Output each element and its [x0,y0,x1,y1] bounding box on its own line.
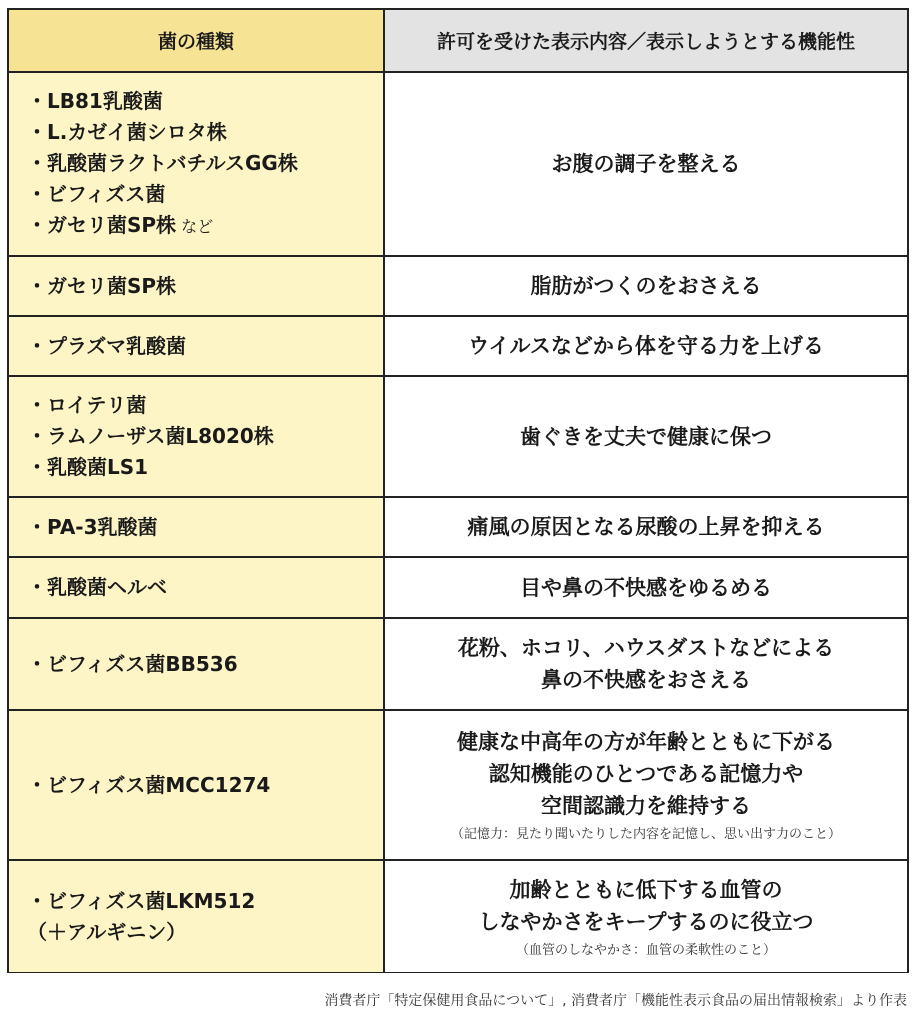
header-col2-label: 許可を受けた表示内容／表示しようとする機能性 [436,31,855,53]
function-text: 痛風の原因となる尿酸の上昇を抑える [467,515,825,539]
table-row [9,375,907,496]
function-note: （記憶力：見たり聞いたりした内容を記憶し、思い出す力のこと） [450,827,841,842]
bacteria-cell [9,619,385,709]
bacteria-cell [9,73,385,255]
function-cell [385,711,907,859]
function-text: ウイルスなどから体を守る力を上げる [468,334,824,358]
functional-claims-table [7,8,909,973]
table-row [9,556,907,617]
source-note: 消費者庁「特定保健用食品について」, 消費者庁「機能性表示食品の届出情報検索」より作表 [324,993,907,1009]
bacteria-cell [9,558,385,617]
bacteria-cell [9,498,385,556]
function-note: （血管のしなやかさ：血管の柔軟性のこと） [515,942,776,958]
function-text: しなやかさをキープするのに役立つ [478,909,814,934]
function-text: 認知機能のひとつである記憶力や [488,762,804,786]
bacteria-name: ・ビフィズス菌MCC1274 [27,772,271,797]
bacteria-name: ・ビフィズス菌 [27,182,166,206]
function-text: 花粉、ホコリ、ハウスダストなどによる [457,636,835,660]
bacteria-cell [9,317,385,375]
function-cell [385,73,907,255]
bacteria-cell [9,257,385,315]
bacteria-name: ・PA-3乳酸菌 [27,514,158,539]
etc-suffix: など [176,217,214,236]
function-text: 加齢とともに低下する血管の [509,877,783,902]
function-text: 歯ぐきを丈夫で健康に保つ [520,424,772,449]
bacteria-name: ・乳酸菌ヘルベ [27,575,167,599]
function-cell [385,377,907,496]
table-row [9,71,907,255]
table-row [9,315,907,375]
bacteria-name: ・ビフィズス菌BB536 [27,651,238,676]
bacteria-name: ・プラズマ乳酸菌 [27,333,186,358]
header-function [385,10,907,71]
bacteria-cell [9,861,385,972]
table-row [9,617,907,709]
bacteria-name: ・ビフィズス菌LKM512 [27,888,256,913]
header-col1-label: 菌の種類 [157,31,234,53]
bacteria-name: ・LB81乳酸菌 [27,89,163,113]
bacteria-name: ・ロイテリ菌 [27,393,147,417]
bacteria-name: （＋アルギニン） [27,919,187,944]
table-row [9,859,907,972]
bacteria-cell [9,711,385,859]
function-text: 鼻の不快感をおさえる [541,668,751,692]
bacteria-name: ・L.カゼイ菌シロタ株 [27,120,227,144]
function-text: 脂肪がつくのをおさえる [530,274,762,298]
function-text: 健康な中高年の方が年齢とともに下がる [457,730,835,754]
function-cell [385,498,907,556]
function-cell [385,317,907,375]
function-cell [385,861,907,972]
header-bacteria-type [9,10,385,71]
function-cell [385,619,907,709]
table-header [9,10,907,71]
table-row [9,255,907,315]
bacteria-name: ・ガセリ菌SP株 など [27,213,214,237]
function-cell [385,257,907,315]
bacteria-name: ・ガセリ菌SP株 [27,273,177,298]
table-row [9,709,907,859]
function-text: お腹の調子を整える [551,152,741,176]
function-text: 目や鼻の不快感をゆるめる [520,575,772,600]
bacteria-cell [9,377,385,496]
function-cell [385,558,907,617]
bacteria-name: ・乳酸菌LS1 [27,455,149,479]
function-text: 空間認識力を維持する [541,794,751,818]
table-row [9,496,907,556]
bacteria-name: ・ラムノーザス菌L8020株 [27,424,274,448]
bacteria-name: ・乳酸菌ラクトバチルスGG株 [27,151,298,175]
